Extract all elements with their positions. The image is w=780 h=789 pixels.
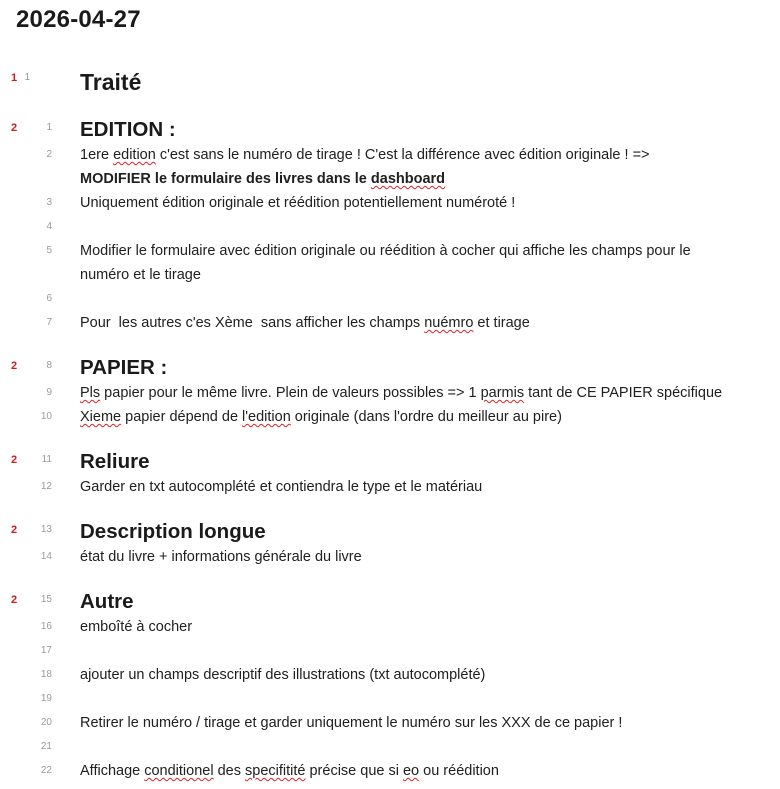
line-text[interactable]: Pls papier pour le même livre. Plein de valeurs possibles => 1 parmis tant de CE PAPIER spécifique: [80, 385, 723, 401]
text-line[interactable]: [0, 714, 780, 734]
text-line-wrap[interactable]: [0, 266, 780, 286]
line-number: 1: [24, 72, 30, 83]
line-text[interactable]: Garder en txt autocomplété et contiendra le type et le matériau: [80, 479, 483, 495]
section-heading-row[interactable]: [0, 590, 780, 616]
title-row[interactable]: [0, 68, 780, 100]
page-date: 2026-04-27: [16, 6, 141, 33]
line-number: 13: [40, 524, 52, 535]
line-text[interactable]: Retirer le numéro / tirage et garder uniquement le numéro sur les XXX de ce papier !: [80, 715, 623, 731]
misspelled-word: dashboard: [370, 171, 446, 187]
line-number: 20: [40, 717, 52, 728]
heading-level-marker: 2: [11, 524, 18, 536]
line-text[interactable]: numéro et le tirage: [80, 267, 201, 283]
line-text[interactable]: 1ere edition c'est sans le numéro de tirage ! C'est la différence avec édition originale ! =>: [80, 147, 650, 163]
line-number: 9: [46, 387, 52, 398]
section-heading-papier[interactable]: PAPIER :: [80, 356, 168, 379]
line-number: 8: [46, 360, 52, 371]
line-text[interactable]: état du livre + informations générale du livre: [80, 549, 362, 565]
heading-level-marker: 2: [11, 454, 18, 466]
line-number: 17: [40, 645, 52, 656]
misspelled-word: eo: [402, 763, 420, 779]
text-line[interactable]: [0, 666, 780, 686]
section-heading-autre[interactable]: Autre: [80, 590, 134, 613]
section-heading-reliure[interactable]: Reliure: [80, 450, 150, 473]
line-number: 19: [40, 693, 52, 704]
line-text[interactable]: Modifier le formulaire avec édition originale ou réédition à cocher qui affiche les champs pour le: [80, 243, 691, 259]
text-line[interactable]: [0, 384, 780, 404]
misspelled-word: parmis: [480, 385, 525, 401]
misspelled-word: Xieme: [80, 409, 122, 425]
line-number: 5: [46, 245, 52, 256]
line-number: 11: [41, 454, 52, 465]
line-number: 10: [40, 411, 52, 422]
text-line[interactable]: [0, 146, 780, 166]
line-number: 18: [40, 669, 52, 680]
line-text[interactable]: Pour les autres c'es Xème sans afficher les champs nuémro et tirage: [80, 315, 530, 331]
misspelled-word: l'edition: [242, 409, 291, 425]
line-text[interactable]: ajouter un champs descriptif des illustrations (txt autocomplété): [80, 667, 486, 683]
line-number: 3: [46, 197, 52, 208]
line-text[interactable]: Uniquement édition originale et réédition potentiellement numéroté !: [80, 195, 516, 211]
line-text[interactable]: emboîté à cocher: [80, 619, 193, 635]
line-number: 16: [40, 621, 52, 632]
misspelled-word: Pls: [80, 385, 101, 401]
line-text-bold[interactable]: MODIFIER le formulaire des livres dans le dashboard: [80, 171, 446, 187]
heading-level-marker: 1: [11, 72, 18, 84]
misspelled-word: specifitité: [245, 763, 306, 779]
empty-line[interactable]: [0, 738, 780, 758]
empty-line[interactable]: [0, 690, 780, 710]
text-line[interactable]: [0, 242, 780, 262]
line-number: 22: [40, 765, 52, 776]
text-line[interactable]: [0, 314, 780, 334]
document-title[interactable]: Traité: [80, 69, 142, 95]
line-number: 12: [40, 481, 52, 492]
section-heading-row[interactable]: [0, 450, 780, 476]
heading-level-marker: 2: [11, 360, 18, 372]
misspelled-word: nuémro: [424, 315, 474, 331]
section-heading-description-longue[interactable]: Description longue: [80, 520, 266, 543]
line-number: 4: [46, 221, 52, 232]
empty-line[interactable]: [0, 290, 780, 310]
heading-level-marker: 2: [11, 122, 18, 134]
misspelled-word: conditionel: [144, 763, 214, 779]
section-heading-row[interactable]: [0, 118, 780, 144]
text-line[interactable]: [0, 762, 780, 782]
line-number: 1: [46, 122, 52, 133]
empty-line[interactable]: [0, 642, 780, 662]
line-number: 21: [40, 741, 52, 752]
section-heading-row[interactable]: [0, 520, 780, 546]
empty-line[interactable]: [0, 218, 780, 238]
line-text[interactable]: Affichage conditionel des specifitité précise que si eo ou réédition: [80, 763, 499, 779]
misspelled-word: edition: [113, 147, 156, 163]
text-line[interactable]: [0, 194, 780, 214]
line-number: 6: [46, 293, 52, 304]
text-line[interactable]: [0, 618, 780, 638]
line-number: 15: [40, 594, 52, 605]
line-number: 14: [40, 551, 52, 562]
line-text[interactable]: Xieme papier dépend de l'edition originale (dans l'ordre du meilleur au pire): [80, 409, 562, 425]
line-number: 7: [46, 317, 52, 328]
section-heading-row[interactable]: [0, 356, 780, 382]
section-heading-edition[interactable]: EDITION :: [80, 118, 176, 141]
heading-level-marker: 2: [11, 594, 18, 606]
text-line[interactable]: [0, 478, 780, 498]
text-line[interactable]: [0, 548, 780, 568]
text-line-wrap[interactable]: [0, 170, 780, 190]
line-number: 2: [46, 149, 52, 160]
text-line[interactable]: [0, 408, 780, 428]
